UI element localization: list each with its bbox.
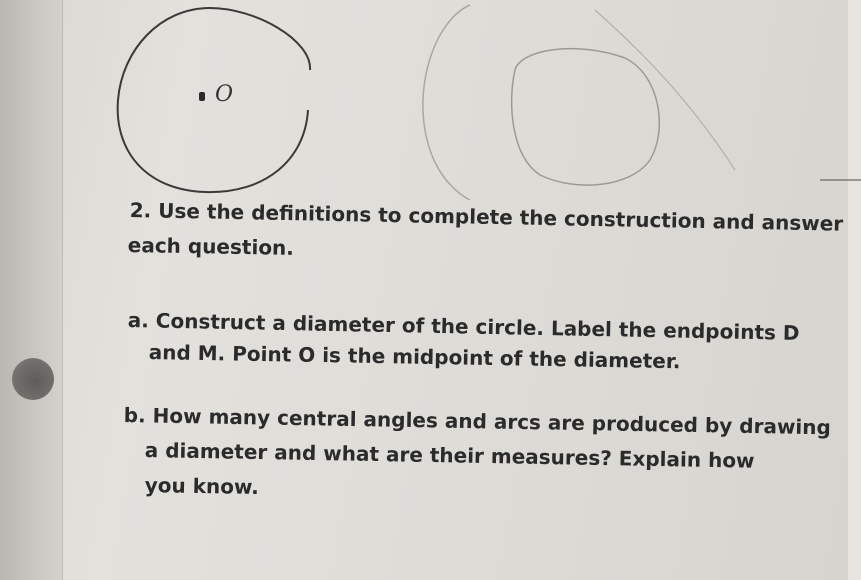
- part-b-text-line3: you know.: [144, 472, 260, 499]
- part-a-text-line1: Construct a diameter of the circle. Label the endpoints D: [155, 308, 800, 345]
- question-2-line2: [128, 232, 295, 261]
- part-a-letter: a.: [127, 307, 150, 333]
- faint-line: [595, 10, 735, 170]
- center-point-label: O: [215, 82, 234, 107]
- center-point: [199, 92, 205, 101]
- main-circle: [118, 8, 310, 192]
- part-b-letter: b.: [123, 402, 146, 428]
- question-number: 2.: [129, 197, 152, 223]
- part-b-line3: [145, 472, 259, 500]
- question-text-line1: Use the definitions to complete the construction and answer: [157, 198, 844, 236]
- question-text-line2: each question.: [127, 232, 295, 260]
- part-b-text-line1: How many central angles and arcs are produced by drawing: [152, 403, 832, 440]
- faint-arc: [423, 5, 470, 200]
- faint-circle: [512, 49, 660, 186]
- part-b-text-line2: a diameter and what are their measures? Explain how: [144, 437, 755, 473]
- part-a-text-line2: and M. Point O is the midpoint of the diameter.: [148, 339, 681, 374]
